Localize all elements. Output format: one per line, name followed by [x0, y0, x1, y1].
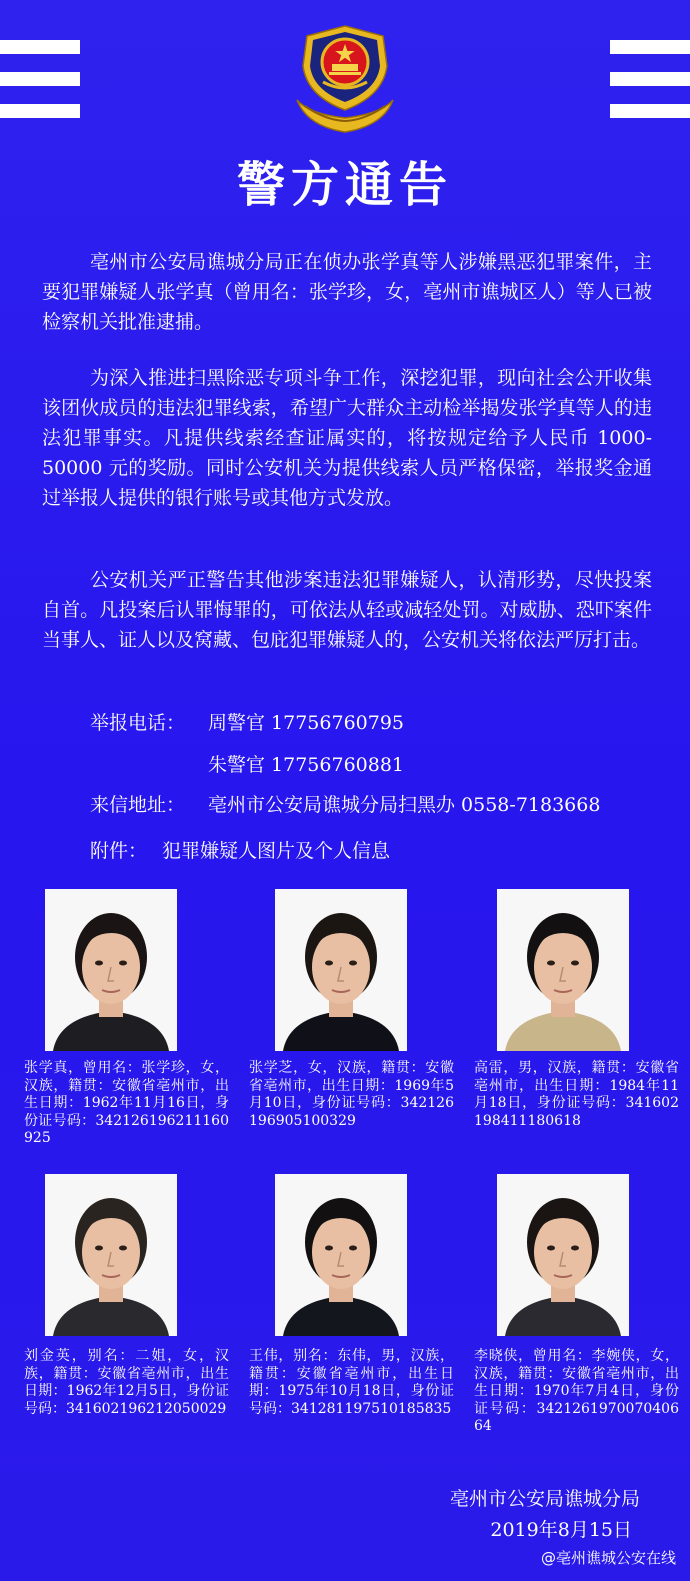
officer-zhou-phone: 周警官 17756760795 [208, 712, 405, 734]
suspect-photo [45, 889, 177, 1051]
suspect-caption: 王伟，别名：东伟，男，汉族，籍贯：安徽省亳州市，出生日期：1975年10月18日，身份证号码：341281197510185835 [249, 1348, 454, 1417]
paragraph-reward: 为深入推进扫黑除恶专项斗争工作，深挖犯罪，现向社会公开收集该团伙成员的违法犯罪线索，希望广大群众主动检举揭发张学真等人的违法犯罪事实。凡提供线索经查证属实的，将按规定给予人民币 1000-50000 元的奖励。同时公安机关为提供线索人员严格保密，举报奖金通过举报人提供的银行账号或其他方式发放。 [42, 367, 652, 509]
phone-label: 举报电话： [90, 712, 186, 734]
notice-title: 警方通告 [236, 157, 453, 213]
paragraph-case-intro: 亳州市公安局谯城分局正在侦办张学真等人涉嫌黑恶犯罪案件，主要犯罪嫌疑人张学真（曾用名：张学珍，女，亳州市谯城区人）等人已被检察机关批准逮捕。 [42, 251, 652, 333]
suspect-photo [497, 1174, 629, 1336]
suspect-photo [275, 1174, 407, 1336]
suspect-caption: 高雷，男，汉族，籍贯：安徽省亳州市，出生日期：1984年11月18日，身份证号码：341602198411180618 [474, 1060, 679, 1129]
suspect-photo [45, 1174, 177, 1336]
suspect-photo [497, 889, 629, 1051]
portrait-silhouette-icon [275, 889, 407, 1051]
suspect-photo [275, 889, 407, 1051]
suspect-caption: 张学真，曾用名：张学珍，女，汉族，籍贯：安徽省亳州市，出生日期：1962年11月16日，身份证号码：342126196211160925 [24, 1060, 229, 1146]
police-emblem-icon [285, 22, 405, 137]
portrait-silhouette-icon [45, 1174, 177, 1336]
suspect-caption: 张学芝，女，汉族，籍贯：安徽省亳州市，出生日期：1969年5月10日，身份证号码：342126196905100329 [249, 1060, 454, 1129]
signing-organization: 亳州市公安局谯城分局 [449, 1488, 640, 1510]
suspect-caption: 李晓侠，曾用名：李婉侠，女，汉族，籍贯：安徽省亳州市，出生日期：1970年7月4日，身份证号码：342126197007040664 [474, 1348, 679, 1434]
suspect-caption: 刘金英，别名：二姐，女，汉族，籍贯：安徽省亳州市，出生日期：1962年12月5日，身份证号码：341602196212050029 [24, 1348, 229, 1417]
weibo-watermark: @亳州谯城公安在线 [540, 1549, 676, 1567]
right-stripes-decoration [610, 40, 690, 136]
portrait-silhouette-icon [497, 889, 629, 1051]
paragraph-warning: 公安机关严正警告其他涉案违法犯罪嫌疑人，认清形势，尽快投案自首。凡投案后认罪悔罪的，可依法从轻或减轻处罚。对威胁、恐吓案件当事人、证人以及窝藏、包庇犯罪嫌疑人的，公安机关将依法严厉打击。 [42, 569, 652, 651]
mailing-address: 亳州市公安局谯城分局扫黑办 0558-7183668 [208, 794, 601, 816]
portrait-silhouette-icon [497, 1174, 629, 1336]
address-label: 来信地址： [90, 794, 186, 816]
left-stripes-decoration [0, 40, 80, 136]
attachment-label: 附件： [90, 840, 148, 862]
signing-date: 2019年8月15日 [490, 1519, 632, 1541]
officer-zhu-phone: 朱警官 17756760881 [208, 754, 405, 776]
portrait-silhouette-icon [275, 1174, 407, 1336]
portrait-silhouette-icon [45, 889, 177, 1051]
attachment-text: 犯罪嫌疑人图片及个人信息 [162, 840, 391, 862]
